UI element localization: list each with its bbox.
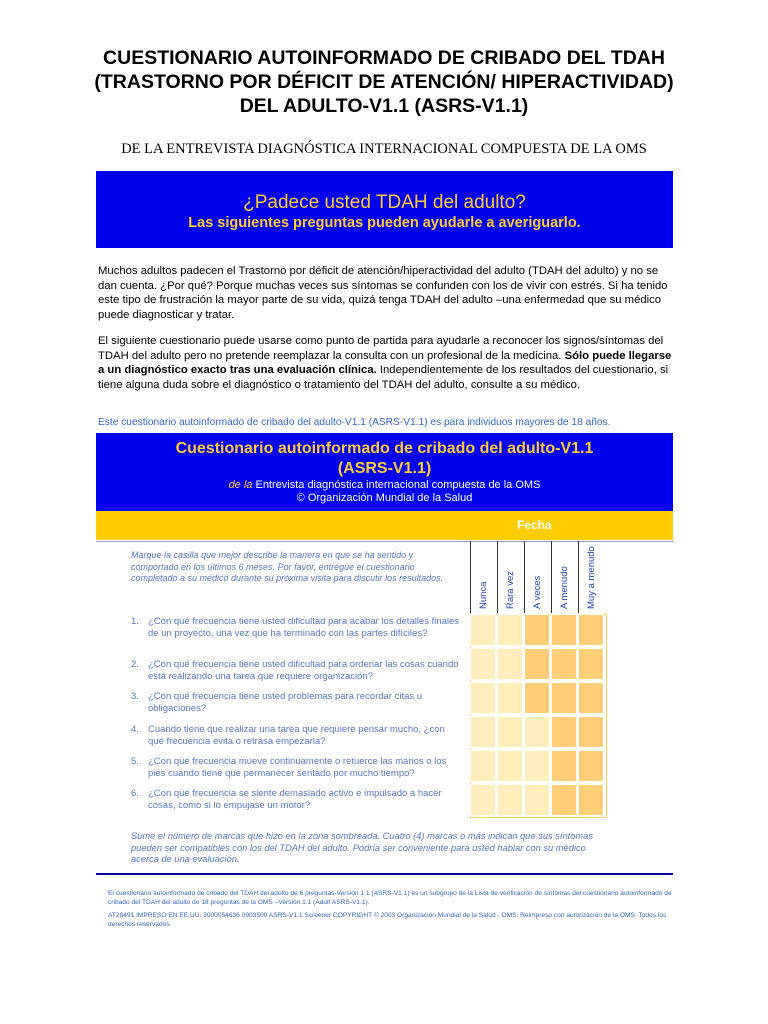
- question-banner: [96, 171, 673, 248]
- form-title-1: Cuestionario autoinformado de cribado del adulto-V1.1: [175, 440, 594, 457]
- question-item: [131, 616, 461, 640]
- document-subtitle: DE LA ENTREVISTA DIAGNÓSTICA INTERNACIONAL COMPUESTA DE LA OMS: [121, 141, 647, 157]
- answer-checkbox[interactable]: [551, 682, 577, 714]
- question-item: [131, 756, 461, 780]
- footer-note-2: AT28491 IMPRESO EN EE.UU. 3000054636 0903500 ASRS-V1.1 Screener COPYRIGHT © 2003 Organización Mundial de la Salud - OMS. Reimpreso con autorización de la OMS. Todos los derechos reservados.: [108, 912, 667, 928]
- intro-p2-start: El siguiente cuestionario puede usarse como punto de partida para ayudarle a reconocer los signos/síntomas del TDAH del adulto pero no pretende reemplazar la consulta con un profesional de la medicina.: [98, 335, 664, 362]
- question-item: [131, 659, 461, 683]
- answer-checkbox[interactable]: [551, 784, 577, 816]
- question-text: ¿Con qué frecuencia mueve continuamente o retuerce las manos o los pies cuando tiene que permanecer sentado por mucho tiempo?: [148, 756, 447, 779]
- column-header-2: [524, 541, 550, 613]
- question-text: ¿Con qué frecuencia tiene usted problemas para recordar citas u obligaciones?: [148, 691, 423, 714]
- footer-note-1: El cuestionario autoinformado de cribado del TDAH del adulto de 6 preguntas-Versión 1.1 (ASRS-V1.1) es un subgrupo de la Lista de verificación de síntomas del cuestionario autoinformado de cribado del TDAH del adulto de 18 preguntas de la OMS –Versión 1.1 (Adult ASRS-V1.1).: [108, 890, 672, 906]
- column-header-label: Rara vez: [505, 570, 516, 609]
- answer-checkbox[interactable]: [470, 682, 496, 714]
- banner-line-1: ¿Padece usted TDAH del adulto?: [243, 192, 526, 213]
- answer-checkbox[interactable]: [497, 682, 523, 714]
- answer-checkbox[interactable]: [524, 750, 550, 782]
- column-header-0: [470, 541, 496, 613]
- answer-checkbox[interactable]: [551, 750, 577, 782]
- answer-checkbox[interactable]: [578, 614, 604, 646]
- answer-checkbox[interactable]: [551, 648, 577, 680]
- column-header-4: [578, 541, 604, 613]
- answer-checkbox[interactable]: [497, 784, 523, 816]
- document-title: [40, 46, 728, 118]
- banner-line-2: Las siguientes preguntas pueden ayudarle a averiguarlo.: [188, 215, 581, 231]
- answer-checkbox[interactable]: [551, 716, 577, 748]
- title-line-2: (TRASTORNO POR DÉFICIT DE ATENCIÓN/ HIPERACTIVIDAD): [94, 71, 674, 93]
- column-header-label: Nunca: [478, 581, 489, 609]
- answer-checkbox[interactable]: [470, 716, 496, 748]
- scoring-summary: Sume el número de marcas que hizo en la zona sombreada. Cuatro (4) marcas o más indican que sus síntomas pueden ser compatibles con los del TDAH del adulto. Podría ser conveniente para usted hablar con su médico acerca de una evaluación.: [131, 831, 593, 864]
- column-header-label: Muy a menudo: [586, 546, 597, 609]
- form-source: [96, 479, 673, 492]
- question-item: [131, 788, 461, 812]
- answer-checkbox[interactable]: [578, 682, 604, 714]
- question-number: 3.: [131, 691, 139, 702]
- form-title-2: (ASRS-V1.1): [337, 460, 432, 477]
- answer-checkbox[interactable]: [578, 750, 604, 782]
- answer-checkbox[interactable]: [524, 716, 550, 748]
- question-number: 5.: [131, 756, 139, 767]
- column-header-label: A veces: [532, 575, 543, 609]
- answer-checkbox[interactable]: [497, 716, 523, 748]
- answer-checkbox[interactable]: [497, 614, 523, 646]
- question-item: [131, 724, 461, 748]
- question-number: 2.: [131, 659, 139, 670]
- answer-checkbox[interactable]: [470, 750, 496, 782]
- answer-checkbox[interactable]: [470, 648, 496, 680]
- question-number: 1.: [131, 616, 139, 627]
- fecha-label: Fecha: [517, 518, 552, 532]
- answer-checkbox[interactable]: [497, 750, 523, 782]
- answer-checkbox[interactable]: [524, 682, 550, 714]
- form-bottom-divider: [96, 873, 673, 875]
- form-source-prefix: de la: [228, 479, 253, 491]
- answer-checkbox[interactable]: [578, 784, 604, 816]
- column-header-3: [551, 541, 577, 613]
- title-line-1: CUESTIONARIO AUTOINFORMADO DE CRIBADO DEL TDAH: [103, 47, 665, 69]
- answer-checkbox[interactable]: [578, 648, 604, 680]
- question-text: ¿Con qué frecuencia se siente demasiado activo e impulsado a hacer cosas, como si lo empujase un motor?: [148, 788, 442, 811]
- answer-checkbox[interactable]: [470, 784, 496, 816]
- question-item: [131, 691, 461, 715]
- question-text: ¿Con qué frecuencia tiene usted dificultad para acabar los detalles finales de un proyecto, una vez que ha terminado con las partes difíciles?: [148, 616, 460, 639]
- answer-checkbox[interactable]: [551, 614, 577, 646]
- title-line-3: DEL ADULTO-V1.1 (ASRS-V1.1): [239, 95, 529, 117]
- answer-checkbox[interactable]: [497, 648, 523, 680]
- answer-checkbox[interactable]: [524, 784, 550, 816]
- question-text: ¿Con qué frecuencia tiene usted dificultad para ordenar las cosas cuando está realizando una tarea que requiere organización?: [148, 659, 459, 682]
- answer-checkbox[interactable]: [524, 648, 550, 680]
- form-header: [96, 433, 673, 511]
- column-header-1: [497, 541, 523, 613]
- intro-paragraph-2: [98, 334, 678, 392]
- question-number: 4.: [131, 724, 139, 735]
- age-note: Este cuestionario autoinformado de cribado del adulto-V1.1 (ASRS-V1.1) es para individuos mayores de 18 años.: [98, 417, 611, 428]
- form-copyright: © Organización Mundial de la Salud: [296, 492, 473, 504]
- form-source-rest: Entrevista diagnóstica internacional compuesta de la OMS: [252, 479, 541, 491]
- intro-paragraph-1: Muchos adultos padecen el Trastorno por déficit de atención/hiperactividad del adulto (TDAH del adulto) y no se dan cuenta. ¿Por qué? Porque muchas veces sus síntomas se confunden con los de vivir con estrés. Si ha tenido este tipo de frustración la mayor parte de su vida, quizá tenga TDAH del adulto –una enfermedad que su médico puede diagnosticar y tratar.: [98, 265, 668, 321]
- question-text: Cuando tiene que realizar una tarea que requiere pensar mucho, ¿con qué frecuencia evita o retrasa empezarla?: [148, 724, 445, 747]
- form-instructions: Marque la casilla que mejor describe la manera en que se ha sentido y comportado en los últimos 6 meses. Por favor, entregue el cuestionario completado a su médico durante su próxima visita para discutir los resultados.: [131, 550, 444, 583]
- answer-checkbox[interactable]: [578, 716, 604, 748]
- answer-checkbox[interactable]: [524, 614, 550, 646]
- column-header-label: A menudo: [559, 566, 570, 609]
- fecha-bar[interactable]: [96, 511, 673, 540]
- intro-p2-bold: Sólo puede llegarse a un diagnóstico exacto tras una evaluación clínica.: [98, 349, 672, 376]
- answer-checkbox[interactable]: [470, 614, 496, 646]
- question-number: 6.: [131, 788, 139, 799]
- intro-p2-end: Independientemente de los resultados del cuestionario, si tiene alguna duda sobre el diagnóstico o tratamiento del TDAH del adulto, consulte a su médico.: [98, 364, 669, 391]
